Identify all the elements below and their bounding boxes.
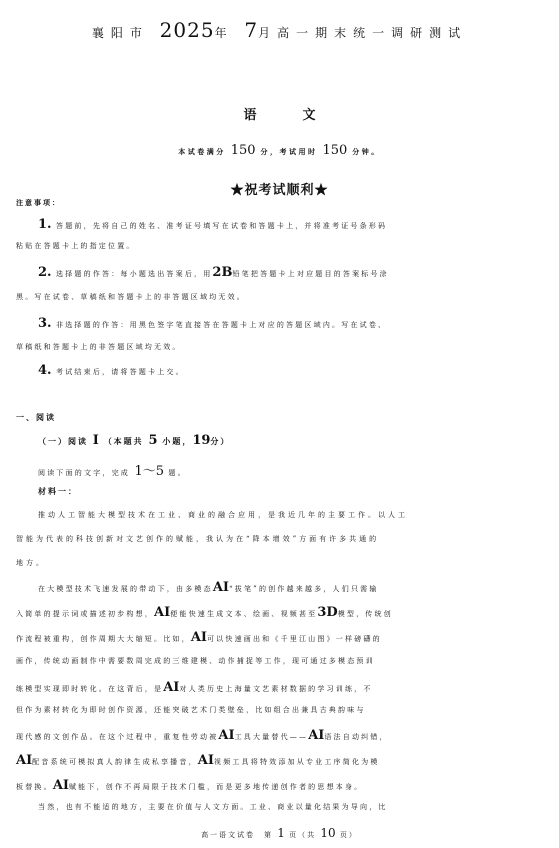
ai-term: AI <box>52 778 69 793</box>
body-line: 但作为素材转化为即时创作资源，还能突破艺术门类壁垒，比如组合出兼具古典韵味与 <box>16 706 366 714</box>
ai-term: AI <box>163 680 180 695</box>
info-text-2: 分，考试用时 <box>260 147 318 156</box>
info-text-3: 分钟。 <box>352 147 381 156</box>
ai-term: AI <box>212 580 229 595</box>
ai-term: AI <box>308 728 325 743</box>
notes-heading: 注意事项： <box>16 198 61 207</box>
instruction-text: 题。 <box>168 469 187 477</box>
body-line <box>16 728 389 743</box>
full-score: 150 <box>230 143 256 158</box>
body-line: 当然，也有不能适的地方，主要在价值与人文方面。工业、商业以量化结果为导向，比 <box>38 803 388 811</box>
note-num: 2. <box>38 265 52 280</box>
note-num: 1. <box>38 217 52 232</box>
page-footer <box>0 826 559 840</box>
pencil-code: 2B <box>212 265 233 280</box>
ai-term: AI <box>197 753 214 768</box>
subsection-text: （本题共 <box>103 436 144 446</box>
subject-title: 语文 <box>243 108 362 123</box>
exam-name: 月高一期末统一调研测试 <box>258 26 468 40</box>
footer-text: 页（共 <box>289 831 317 839</box>
exam-info <box>0 143 559 158</box>
year-unit: 年 <box>214 26 234 40</box>
exam-year: 2025 <box>159 18 215 42</box>
note-item-2-cont: 黑。写在试卷、草稿纸和答题卡上的非答题区域均无效。 <box>16 293 246 301</box>
body-text: 可以快速画出和《千里江山图》一样磅礴的 <box>206 635 382 643</box>
body-text: 在大模型技术飞速发展的带动下，由多模态 <box>38 585 213 593</box>
body-line <box>16 630 382 645</box>
reading-instruction <box>38 460 187 479</box>
body-text: 赋能下，创作不再局限于技术门槛，而是更多地传递创作者的思想本身。 <box>68 783 364 791</box>
exam-title <box>0 18 559 42</box>
note-line: 非选择题的作答：用黑色签字笔直接答在答题卡上对应的答题区域内。写在试卷、 <box>56 321 388 329</box>
body-text: 现代感的文创作品。在这个过程中，重复性劳动被 <box>16 733 219 741</box>
subsection-text: 小题， <box>162 436 193 446</box>
note-line: 选择题的作答：每小题选出答案后，用 <box>56 270 213 278</box>
exam-city: 襄阳市 <box>91 26 149 40</box>
note-item-3 <box>38 316 387 331</box>
instruction-text: 阅读下面的文字，完成 <box>38 469 130 477</box>
note-num: 3. <box>38 316 52 331</box>
body-text: 板替换。 <box>16 783 53 791</box>
exam-time: 150 <box>322 143 348 158</box>
good-luck-banner: ★祝考试顺利★ <box>230 183 329 198</box>
body-text: 语法自动纠错， <box>324 733 389 741</box>
note-item-2 <box>38 265 389 280</box>
body-line <box>16 778 363 793</box>
body-line <box>16 680 373 695</box>
subsection-text: 分） <box>210 436 231 446</box>
subsection-text: （一）阅读 <box>38 436 88 446</box>
page-number: 1 <box>277 826 285 840</box>
body-line: 画作，传统动画制作中需要数周完成的三维建模、动作捕捉等工作，现可通过多模态预训 <box>16 657 375 665</box>
note-item-3-cont: 草稿纸和答题卡上的非答题区域均无效。 <box>16 343 182 351</box>
body-line: 推动人工智能大模型技术在工业、商业的融合应用，是我近几年的主要工作。以人工 <box>38 511 408 519</box>
body-text: 对人类历史上海量文艺素材数据的学习训练，不 <box>179 685 373 693</box>
info-text-1: 本试卷满分 <box>178 147 226 156</box>
ai-term: AI <box>190 630 207 645</box>
3d-term: 3D <box>317 605 338 620</box>
material-label: 材料一： <box>38 486 78 496</box>
body-line <box>16 605 393 620</box>
subsection-roman: I <box>92 433 99 448</box>
section-title: 一、阅读 <box>16 412 56 422</box>
question-range: 1～5 <box>134 464 164 479</box>
note-item-1-cont: 粘贴在答题卡上的指定位置。 <box>16 242 136 250</box>
footer-text: 高一语文试卷 第 <box>201 831 274 839</box>
note-num: 4. <box>38 363 52 378</box>
question-count: 5 <box>148 433 158 448</box>
note-line: 考试结束后，请将答题卡上交。 <box>56 368 185 376</box>
footer-text: 页） <box>339 831 358 839</box>
body-line <box>16 753 380 768</box>
subsection-points: 19 <box>192 433 211 448</box>
body-text: “拔笔”的创作越来越多，人们只需输 <box>228 585 379 593</box>
note-line: 答题前，先将自己的姓名、准考证号填写在试卷和答题卡上，并将准考证号条形码 <box>56 222 388 230</box>
body-text: 视频工具将特效添加从专业工序简化为模 <box>213 758 380 766</box>
body-text: 便能快速生成文本、绘画、视频甚至 <box>170 610 318 618</box>
ai-term: AI <box>218 728 235 743</box>
body-text: 模型，传统创 <box>337 610 393 618</box>
note-item-4 <box>38 363 185 378</box>
body-line: 智能为代表的科技创新对文艺创作的赋能，我认为在“降本增效”方面有许多共通的 <box>16 535 380 543</box>
exam-month: 7 <box>244 18 259 42</box>
body-line <box>38 580 379 595</box>
subsection-title <box>38 433 230 448</box>
note-line: 铅笔把答题卡上对应题目的答案标号涂 <box>232 270 389 278</box>
body-text: 入简单的提示词或描述初步构想， <box>16 610 154 618</box>
body-text: 练模型实现即时转化。在这背后，是 <box>16 685 164 693</box>
body-text: 工具大量替代—— <box>234 733 309 741</box>
ai-term: AI <box>154 605 171 620</box>
body-line: 地方。 <box>16 559 46 567</box>
total-pages: 10 <box>320 826 336 840</box>
body-text: 配音系统可模拟真人韵律生成私享播音， <box>32 758 198 766</box>
ai-term: AI <box>16 753 33 768</box>
body-text: 作流程被重构，创作周期大大缩短。比如， <box>16 635 191 643</box>
note-item-1 <box>38 217 387 232</box>
